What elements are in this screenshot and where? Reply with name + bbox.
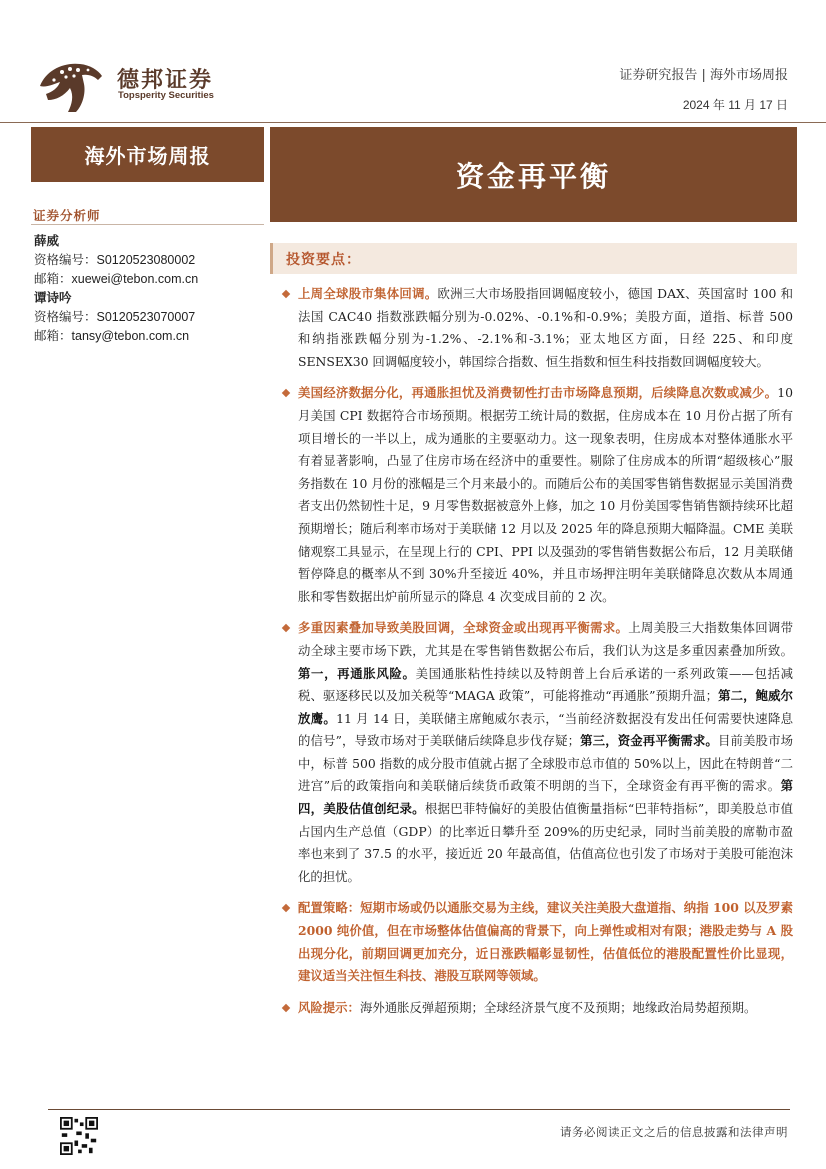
analyst-cert: S0120523080002	[96, 253, 196, 267]
brand-name-cn: 德邦证券	[117, 68, 214, 93]
key-point-item	[281, 897, 793, 987]
report-date: 2024 年 11 月 17 日	[682, 98, 788, 112]
leopard-logo-icon	[36, 56, 106, 116]
analyst-cert-row	[34, 250, 198, 269]
cert-label: 资格编号：	[34, 309, 97, 324]
analyst-name: 薛威	[34, 233, 60, 248]
disclaimer-note: 请务必阅读正文之后的信息披露和法律声明	[560, 1125, 788, 1139]
footer-divider	[48, 1109, 790, 1110]
key-points-header	[270, 243, 797, 274]
key-point-text: 海外通胀反弹超预期；全球经济景气度不及预期；地缘政治局势超预期。	[359, 999, 757, 1015]
analyst-email-row	[34, 269, 198, 288]
analyst-card	[34, 231, 198, 288]
email-label: 邮箱：	[34, 271, 72, 286]
key-point-text: 欧洲三大市场股指回调幅度较小，德国 DAX、英国富时 100 和法国 CAC40 指数涨跌幅分别为-0.02%、-0.1%和-0.9%；美股方面，道指、标普 500 和纳指涨跌幅分别为-1.2%、-2.1%和-3.1%；亚太地区方面，日经 225、和印度 SENSEX30 回调幅度较小，韩国综合指数、恒生指数和恒生科技指数回调幅度较大。	[298, 286, 794, 369]
analyst-cert: S0120523070007	[96, 310, 196, 324]
bullet-diamond-icon	[282, 904, 290, 912]
key-point-text: 11 月 14 日，美联储主席鲍威尔表示，“当前经济数据没有发出任何需要快速降息的信号”，导致市场对于美联储后续降息步伐存疑；	[298, 710, 793, 749]
key-point-text: 美国通胀粘性持续以及特朗普上台后承诺的一系列政策——包括减税、驱逐移民以及加关税等“MAGA 政策”，可能将推动“再通胀”预期升温；	[298, 665, 794, 704]
analyst-cert-row	[34, 307, 195, 326]
header-divider	[0, 122, 826, 123]
key-point-text: 10 月美国 CPI 数据符合市场预期。根据劳工统计局的数据，住房成本在 10 月份占据了所有项目增长的一半以上，成为通胀的主要驱动力。这一现象表明，住房成本对整体通胀水平有着显著影响，凸显了住房市场在经济中的重要性。剔除了住房成本的所谓“超级核心”服务指数在 10 月份的涨幅是三个月来最小的。而随后公布的美国零售销售数据显示美国消费者支出仍然韧性十足，9 月零售数据被意外上修，加之 10 月份美国零售销售额持续环比超预期增长；随后利率市场对于美联储 12 月以及 2025 年的降息预期大幅降温。CME 美联储观察工具显示，在呈现上行的 CPI、PPI 以及强劲的零售销售数据公布后，12 月美联储暂停降息的概率从不到 30%升至接近 40%，并且市场押注明年美联储降息次数从本周通胀和零售数据出炉前所显示的降息 4 次变成目前的 2 次。	[298, 385, 793, 604]
analyst-email-link[interactable]: tansy@tebon.com.cn	[71, 329, 190, 343]
key-points-title: 投资要点：	[286, 252, 361, 268]
key-point-text: 根据巴菲特偏好的美股估值衡量指标“巴菲特指标”，即美股总市值占国内生产总值（GDP）的比率近日攀升至 209%的历史纪录，同时当前美股的席勒市盈率也来到了 37.5 的水平，接近近 20 年最高值，估值高位也引发了市场对于美股可能泡沫化的担忧。	[298, 801, 794, 884]
key-point-subheading: 第四，美股估值创纪录。	[298, 778, 793, 817]
key-point-item	[281, 617, 793, 888]
analyst-email-link[interactable]: xuewei@tebon.com.cn	[71, 272, 199, 286]
analysts-label: 证券分析师	[33, 208, 101, 223]
key-point-subheading: 第二，鲍威尔放鹰。	[298, 688, 794, 726]
qr-code-icon	[60, 1117, 98, 1155]
report-title: 资金再平衡	[270, 127, 797, 222]
key-point-text: 上周美股三大指数集体回调带动全球主要市场下跌，尤其是在零售销售数据公布后，我们认为这是多重因素叠加所致。	[298, 620, 794, 658]
analyst-name: 谭诗吟	[34, 290, 72, 305]
bullet-diamond-icon	[282, 1004, 290, 1012]
bullet-diamond-icon	[282, 389, 290, 397]
key-point-text: 目前美股市场中，标普 500 指数的成分股市值就占据了全球股市总市值的 50%以上，因此在特朗普“二进宫”后的政策指向和美联储后续货币政策不明朗的当下，全球资金有再平衡的需求。	[298, 733, 794, 794]
key-point-subheading: 第三，资金再平衡需求。	[580, 733, 718, 749]
bullet-diamond-icon	[282, 624, 290, 632]
bullet-diamond-icon	[282, 290, 290, 298]
key-point-heading: 上周全球股市集体回调。	[298, 286, 438, 301]
key-point-item	[281, 997, 793, 1020]
report-type: 证券研究报告 | 海外市场周报	[619, 68, 788, 83]
key-point-heading: 配置策略：短期市场或仍以通胀交易为主线，建议关注美股大盘道指、纳指 100 以及罗素 2000 纯价值，但在市场整体估值偏高的背景下，向上弹性或相对有限；港股走势与 A 股出现分化，前期回调更加充分，近日涨跌幅彰显韧性，估值低位的港股配置性价比显现，建议适当关注恒生科技、港股互联网等领域。	[298, 900, 793, 984]
key-points-list	[281, 283, 793, 1028]
key-point-heading: 风险提示：	[298, 999, 360, 1015]
key-point-subheading: 第一，再通胀风险。	[298, 665, 416, 681]
analyst-email-row	[34, 326, 195, 345]
key-point-item	[281, 283, 793, 373]
key-point-heading: 美国经济数据分化，再通胀担忧及消费韧性打击市场降息预期，后续降息次数或减少。	[298, 385, 778, 401]
analysts-divider	[31, 224, 264, 225]
side-banner: 海外市场周报	[31, 127, 264, 182]
analyst-card	[34, 288, 195, 345]
key-point-item	[281, 382, 793, 608]
key-point-heading: 多重因素叠加导致美股回调，全球资金或出现再平衡需求。	[298, 620, 629, 636]
brand-name-en: Topsperity Securities	[118, 90, 214, 101]
email-label: 邮箱：	[34, 328, 72, 343]
cert-label: 资格编号：	[34, 252, 97, 267]
